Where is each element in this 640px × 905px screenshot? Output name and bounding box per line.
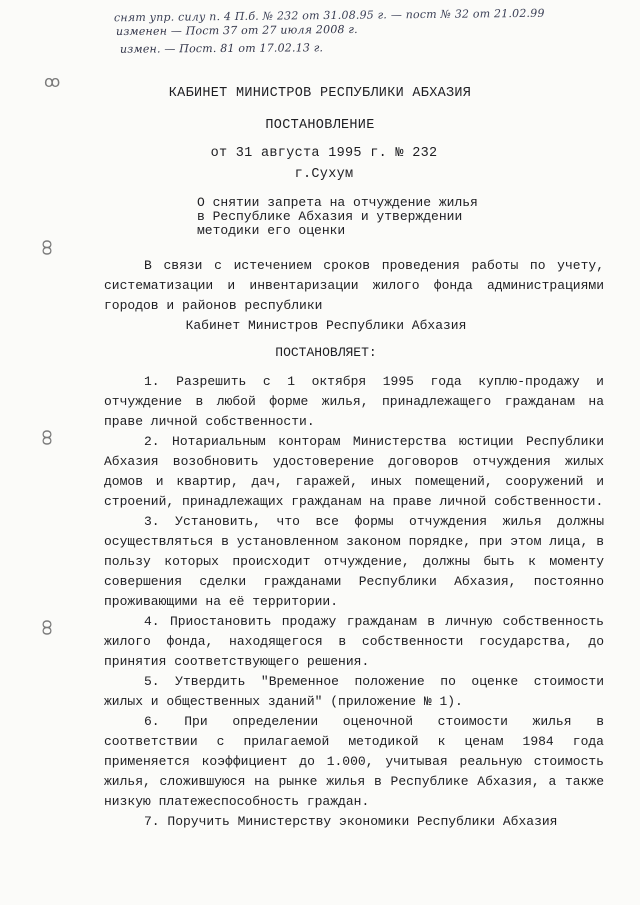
item-5: 5. Утвердить "Временное положение по оценке стоимости жилых и общественных зданий" (приложение № 1). xyxy=(104,674,604,709)
subject-line: в Республике Абхазия и утверждении xyxy=(197,209,463,224)
cabinet-line: Кабинет Министров Республики Абхазия xyxy=(185,318,467,333)
item-1: 1. Разрешить с 1 октября 1995 года куплю-продажу и отчуждение в любой форме жилья, принадлежащего гражданам на праве личной собственности. xyxy=(104,374,604,429)
item-3: 3. Установить, что все формы отчуждения жилья должны осуществляться в установленном законом порядке, при этом лица, в пользу которых происходит отчуждение, должны быть к моменту совершения сделки гражданами Республики Абхазия, постоянно проживающими на её территории. xyxy=(104,514,604,609)
issuer-heading: КАБИНЕТ МИНИСТРОВ РЕСПУБЛИКИ АБХАЗИЯ xyxy=(168,86,472,101)
item-2: 2. Нотариальным конторам Министерства юстиции Республики Абхазия возобновить удостоверение договоров отчуждения жилых домов и квартир, дач, гаражей, иных помещений, сооружений и строений, принадлежащих гражданам на праве личной собственности. xyxy=(104,434,604,509)
date-number: от 31 августа 1995 г. № 232 xyxy=(210,146,438,161)
city: г.Сухум xyxy=(294,167,354,182)
item-7: 7. Поручить Министерству экономики Республики Абхазия xyxy=(144,814,558,829)
document-type: ПОСТАНОВЛЕНИЕ xyxy=(265,118,375,133)
item-4: 4. Приостановить продажу гражданам в личную собственность жилого фонда, находящегося в собственности государства, до принятия соответствующего решения. xyxy=(104,614,604,669)
preamble xyxy=(104,256,604,316)
subject-line: О снятии запрета на отчуждение жилья xyxy=(197,195,478,210)
handwritten-note: снят упр. силу п. 4 П.б. № 232 от 31.08.95 г. — пост № 32 от 21.02.99 xyxy=(113,6,545,25)
item-6: 6. При определении оценочной стоимости жилья в соответствии с прилагаемой методикой к ценам 1984 года применяется коэффициент до 1.000, учитывая реальную стоимость жилья, сложившуюся на рынке жилья в Республике Абхазия, а также низкую платежеспособность граждан. xyxy=(104,714,604,809)
subject-line: методики его оценки xyxy=(197,223,346,238)
margin-smudge: ꝏ xyxy=(38,619,58,636)
handwritten-note: изменен — Пост 37 от 27 июля 2008 г. xyxy=(115,22,358,39)
resolves-heading: ПОСТАНОВЛЯЕТ: xyxy=(275,345,377,360)
margin-smudge: ꝏ xyxy=(38,239,58,256)
preamble-text: В связи с истечением сроков проведения работы по учету, систематизации и инвентаризации жилого фонда администрациями городов и районов республики xyxy=(104,258,604,313)
resolution-items xyxy=(104,372,604,832)
margin-smudge: ꝏ xyxy=(38,429,58,446)
handwritten-note: измен. — Пост. 81 от 17.02.13 г. xyxy=(119,41,324,56)
margin-smudge: ꝏ xyxy=(44,72,61,91)
